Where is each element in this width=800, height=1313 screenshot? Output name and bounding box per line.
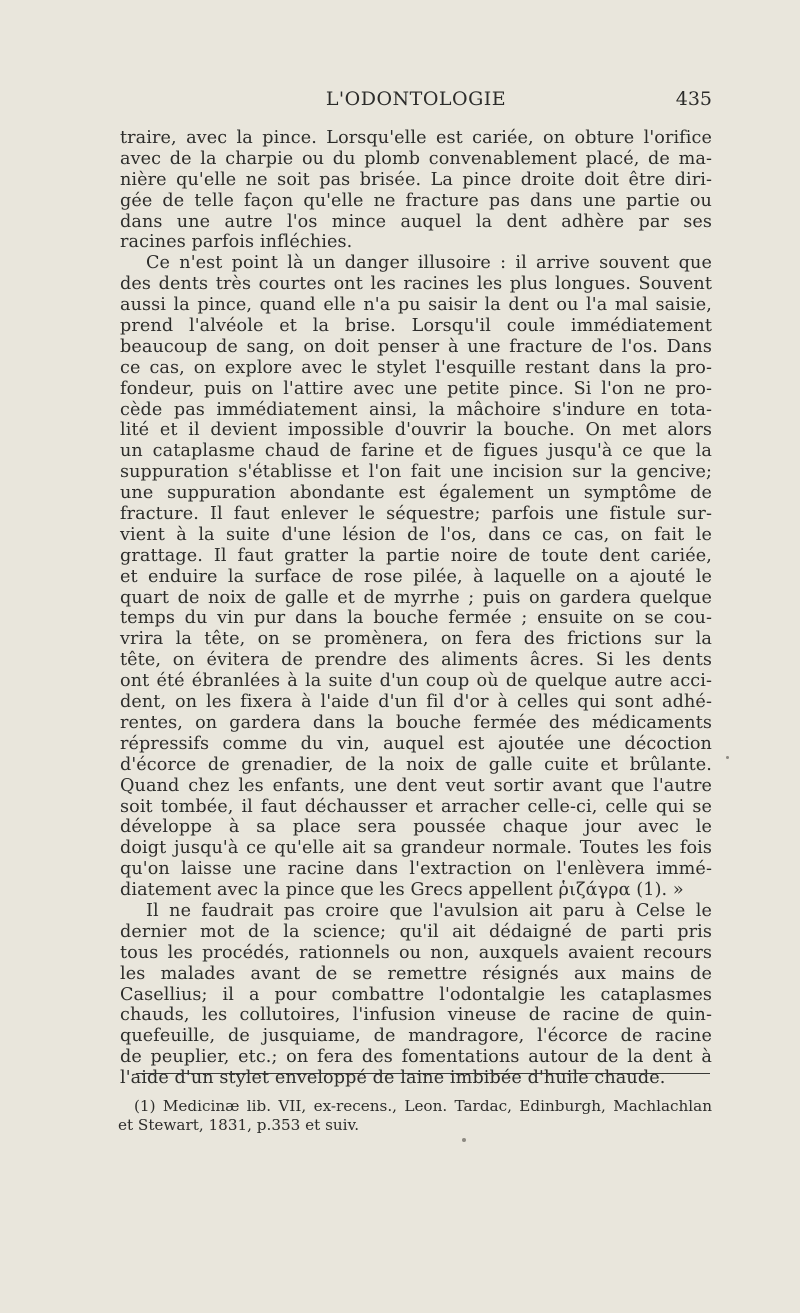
text-line: ce cas, on explore avec le stylet l'esquille restant dans la pro- (120, 357, 712, 378)
text-line: diatement avec la pince que les Grecs appellent ῥιζάγρα (1). » (120, 880, 684, 901)
text-line: gée de telle façon qu'elle ne fracture pas dans une partie ou (120, 190, 712, 211)
text-line: Il ne faudrait pas croire que l'avulsion ait paru à Celse le (146, 900, 712, 921)
text-line: tête, on évitera de prendre des aliments âcres. Si les dents (120, 650, 712, 671)
text-line: ont été ébranlées à la suite d'un coup où de quelque autre acci- (120, 671, 712, 692)
text-line: rentes, on gardera dans la bouche fermée des médicaments (120, 712, 712, 733)
text-line: temps du vin pur dans la bouche fermée ; ensuite on se cou- (120, 608, 712, 629)
text-line: fracture. Il faut enlever le séquestre; parfois une fistule sur- (120, 504, 712, 525)
text-line: Ce n'est point là un danger illusoire : il arrive souvent que (146, 253, 712, 274)
running-title: L'ODONTOLOGIE (325, 88, 507, 110)
text-line: grattage. Il faut gratter la partie noire de toute dent cariée, (120, 545, 712, 566)
text-line: et enduire la surface de rose pilée, à laquelle on a ajouté le (120, 566, 712, 587)
text-line: racines parfois infléchies. (120, 232, 353, 253)
text-line: de peuplier, etc.; on fera des fomentations autour de la dent à (120, 1047, 712, 1068)
footnote-line: (1) Medicinæ lib. VII, ex-recens., Leon. Tardac, Edinburgh, Machlachlan (134, 1097, 712, 1115)
text-line: une suppuration abondante est également un symptôme de (120, 483, 712, 504)
text-line: tous les procédés, rationnels ou non, auxquels avaient recours (120, 942, 712, 963)
text-line: cède pas immédiatement ainsi, la mâchoire s'indure en tota- (120, 399, 712, 420)
footnote (118, 1097, 712, 1135)
text-line: répressifs comme du vin, auquel est ajoutée une décoction (120, 733, 712, 754)
running-head (120, 88, 712, 114)
text-line: vrira la tête, on se promènera, on fera des frictions sur la (120, 629, 712, 650)
text-line: qu'on laisse une racine dans l'extraction on l'enlèvera immé- (120, 859, 712, 880)
text-line: quefeuille, de jusquiame, de mandragore, l'écorce de racine (120, 1026, 712, 1047)
page-number: 435 (675, 88, 712, 110)
text-line: dans une autre l'os mince auquel la dent adhère par ses (120, 211, 712, 232)
paper-speck (462, 1138, 466, 1142)
text-line: Quand chez les enfants, une dent veut sortir avant que l'autre (120, 775, 712, 796)
footnote-rule (136, 1073, 710, 1074)
text-line: d'écorce de grenadier, de la noix de galle cuite et brûlante. (120, 754, 712, 775)
text-line: dernier mot de la science; qu'il ait dédaigné de parti pris (120, 921, 712, 942)
text-line: doigt jusqu'à ce qu'elle ait sa grandeur normale. Toutes les fois (120, 838, 712, 859)
text-line: beaucoup de sang, on doit penser à une fracture de l'os. Dans (120, 336, 712, 357)
text-line: des dents très courtes ont les racines les plus longues. Souvent (120, 274, 712, 295)
text-line: Casellius; il a pour combattre l'odontalgie les cataplasmes (120, 984, 712, 1005)
text-line: fondeur, puis on l'attire avec une petite pince. Si l'on ne pro- (120, 378, 712, 399)
text-line: développe à sa place sera poussée chaque jour avec le (120, 817, 712, 838)
text-line: aussi la pince, quand elle n'a pu saisir la dent ou l'a mal saisie, (120, 295, 712, 316)
text-line: traire, avec la pince. Lorsqu'elle est cariée, on obture l'orifice (120, 128, 712, 148)
text-line: chauds, les collutoires, l'infusion vineuse de racine de quin- (120, 1005, 712, 1026)
text-line: avec de la charpie ou du plomb convenablement placé, de ma- (120, 148, 712, 169)
text-line: vient à la suite d'une lésion de l'os, dans ce cas, on fait le (120, 524, 712, 545)
body-text (120, 128, 712, 1089)
text-line: nière qu'elle ne soit pas brisée. La pince droite doit être diri- (120, 169, 712, 190)
text-line: dent, on les fixera à l'aide d'un fil d'or à celles qui sont adhé- (120, 692, 712, 713)
text-line: suppuration s'établisse et l'on fait une incision sur la gencive; (120, 462, 712, 483)
text-line: prend l'alvéole et la brise. Lorsqu'il coule immédiatement (120, 316, 712, 337)
text-line: lité et il devient impossible d'ouvrir la bouche. On met alors (120, 420, 712, 441)
paper-speck (726, 756, 729, 759)
text-line: les malades avant de se remettre résignés aux mains de (120, 963, 712, 984)
footnote-line: et Stewart, 1831, p.353 et suiv. (118, 1116, 360, 1134)
text-line: l'aide d'un stylet enveloppé de laine imbibée d'huile chaude. (120, 1068, 666, 1089)
text-line: quart de noix de galle et de myrrhe ; puis on gardera quelque (120, 587, 712, 608)
text-line: un cataplasme chaud de farine et de figues jusqu'à ce que la (120, 441, 712, 462)
text-line: soit tombée, il faut déchausser et arracher celle-ci, celle qui se (120, 796, 712, 817)
